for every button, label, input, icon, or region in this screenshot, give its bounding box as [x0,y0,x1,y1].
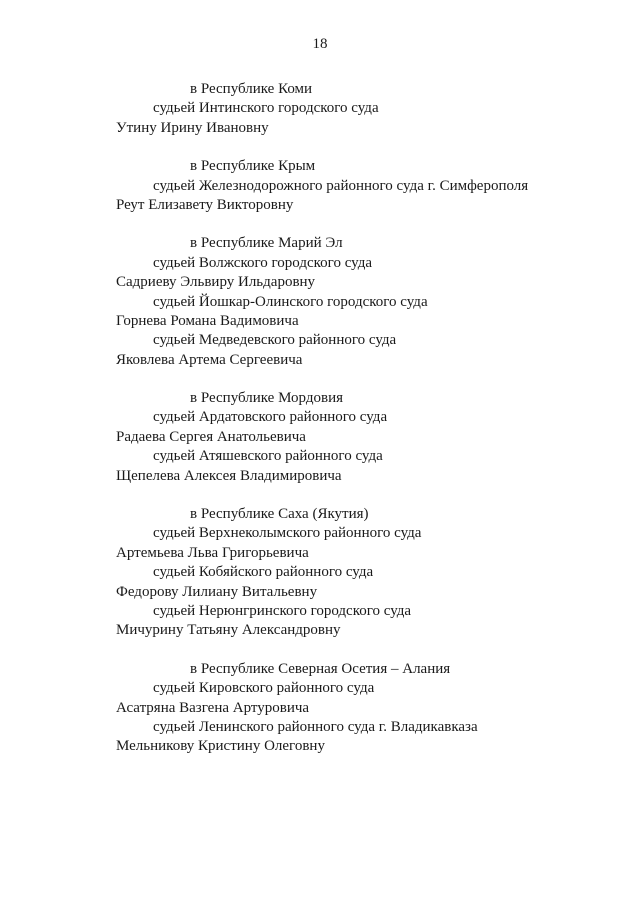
region-section [0,80,640,138]
court-position: судьей Кобяйского районного суда [153,564,374,581]
judge-name: Садриеву Эльвиру Ильдаровну [116,274,316,291]
judge-name: Федорову Лилиану Витальевну [116,583,318,600]
judge-name: Артемьева Льва Григорьевича [116,544,309,561]
region-section [0,660,640,757]
court-position: судьей Атяшевского районного суда [153,448,383,465]
judge-name: Асатряна Вазгена Артуровича [116,699,310,716]
region-heading: в Республике Крым [190,158,316,175]
region-heading: в Республике Коми [190,81,313,97]
region-section [0,157,640,215]
region-heading: в Республике Мордовия [190,390,343,407]
court-position: судьей Ленинского районного суда г. Владикавказа [153,718,478,735]
document-body [0,80,640,776]
judge-name: Радаева Сергея Анатольевича [116,428,306,445]
court-position: судьей Йошкар-Олинского городского суда [153,293,428,310]
judge-name: Мельникову Кристину Олеговну [116,738,325,755]
judge-name: Горнева Романа Вадимовича [116,312,299,329]
court-position: судьей Железнодорожного районного суда г. Симферополя [153,177,529,194]
region-section [0,389,640,486]
court-position: судьей Верхнеколымского районного суда [153,525,422,542]
court-position: судьей Волжского городского суда [153,254,373,271]
court-position: судьей Кировского районного суда [153,680,375,697]
court-position: судьей Интинского городского суда [153,100,379,117]
judge-name: Щепелева Алексея Владимировича [116,467,342,484]
region-heading: в Республике Саха (Якутия) [190,506,369,523]
court-position: судьей Ардатовского районного суда [153,409,388,426]
judge-name: Реут Елизавету Викторовну [116,196,294,213]
judge-name: Яковлева Артема Сергеевича [116,351,303,368]
judge-name: Утину Ирину Ивановну [116,119,269,136]
region-section [0,505,640,641]
region-heading: в Республике Северная Осетия – Алания [190,660,451,677]
court-position: судьей Нерюнгринского городского суда [153,602,412,619]
region-heading: в Республике Марий Эл [190,235,343,252]
page-number: 18 [312,36,328,52]
court-position: судьей Медведевского районного суда [153,332,397,349]
region-section [0,234,640,370]
judge-name: Мичурину Татьяну Александровну [116,622,341,639]
